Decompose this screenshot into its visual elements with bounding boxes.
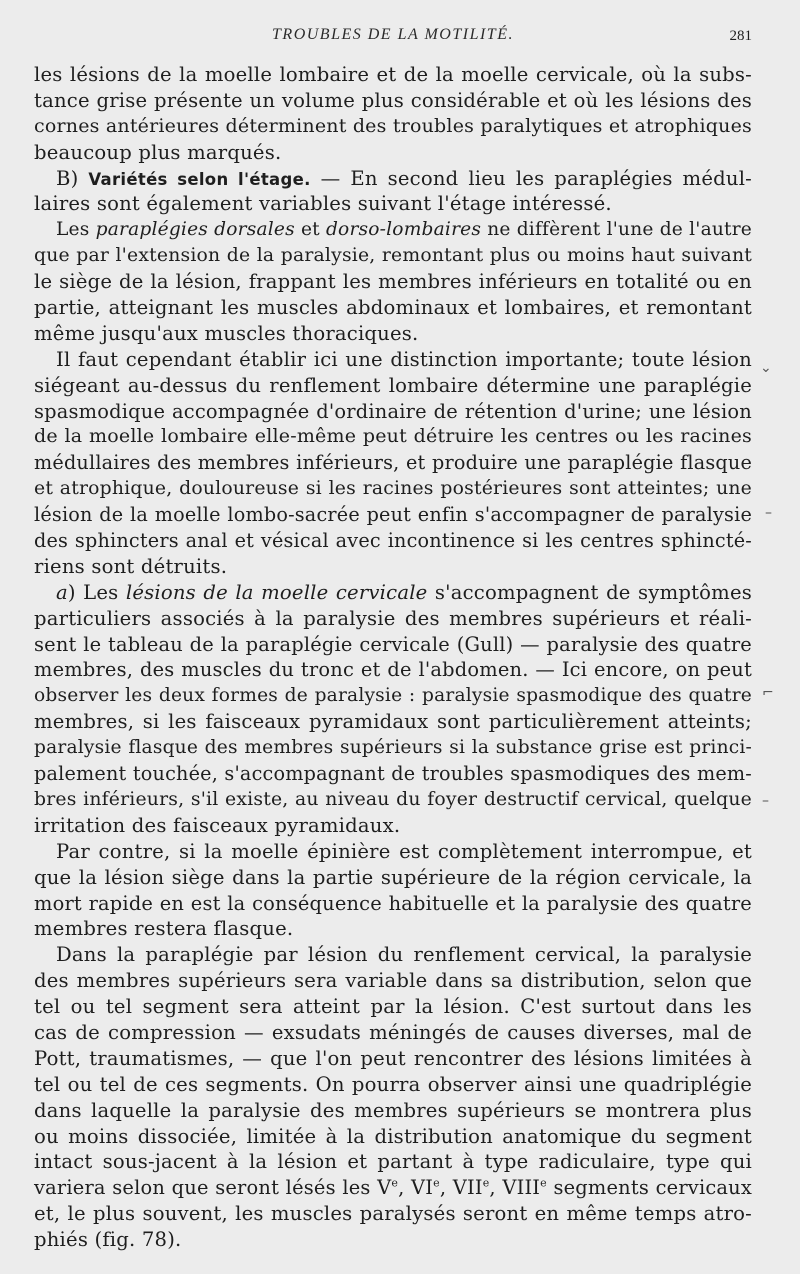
margin-mark: – — [765, 505, 772, 521]
page-header — [34, 26, 752, 50]
text-line: le siège de la lésion, frappant les membres inférieurs en totalité ou en — [34, 270, 752, 294]
text-line: siégeant au-dessus du renflement lombaire détermine une paraplégie — [34, 373, 752, 397]
text-line: paralysie flasque des membres supérieurs si la substance grise est princi- — [34, 737, 752, 759]
emphasis-text: Variétés selon l'étage. — [88, 169, 311, 189]
text-line: intact sous-jacent à la lésion et partant à type radiculaire, type qui — [34, 1150, 752, 1174]
text-line: partie, atteignant les muscles abdominaux et lombaires, et remontant — [34, 296, 752, 320]
text-segment: Les — [56, 219, 96, 241]
margin-mark: – — [762, 793, 769, 809]
text-line: que la lésion siège dans la partie supérieure de la région cervicale, la — [34, 865, 752, 889]
emphasis-text: paraplégies dorsales — [95, 219, 295, 241]
text-line: de la moelle lombaire elle-même peut détruire les centres ou les racines — [34, 425, 752, 448]
text-line: Par contre, si la moelle épinière est complètement interrompue, et — [56, 839, 752, 863]
text-line: les lésions de la moelle lombaire et de la moelle cervicale, où la subs- — [34, 63, 752, 86]
superscript: e — [433, 1176, 440, 1190]
text-line: des membres supérieurs sera variable dans sa distribution, selon que — [34, 969, 752, 993]
text-line: Dans la paraplégie par lésion du renflement cervical, la paralysie — [56, 943, 752, 967]
emphasis-text: a — [56, 580, 68, 604]
text-line: laires sont également variables suivant l'étage intéressé. — [34, 192, 612, 216]
text-segment: ) Les — [67, 580, 126, 604]
text-line — [34, 217, 752, 243]
text-line: Il faut cependant établir ici une distinction importante; toute lésion — [56, 347, 752, 371]
text-line: phiés (fig. 78). — [34, 1228, 182, 1252]
text-line: bres inférieurs, s'il existe, au niveau du foyer destructif cervical, quelque — [34, 788, 752, 810]
margin-mark: ⌐ — [762, 685, 774, 701]
text-line — [34, 1175, 752, 1201]
text-line: membres restera flasque. — [34, 917, 294, 941]
text-segment: , VIII — [489, 1176, 541, 1200]
text-line: tance grise présente un volume plus considérable et où les lésions des — [34, 88, 752, 112]
text-line: lésion de la moelle lombo-sacrée peut enfin s'accompagner de paralysie — [34, 503, 752, 527]
superscript: e — [540, 1176, 547, 1190]
text-segment: — En second lieu les paraplégies médul- — [310, 166, 752, 190]
superscript: e — [391, 1176, 399, 1190]
text-line: que par l'extension de la paralysie, remontant plus ou moins haut suivant — [34, 245, 752, 267]
text-segment: s'accompagnent de symptômes — [427, 580, 752, 604]
superscript: e — [482, 1176, 490, 1190]
text-line: spasmodique accompagnée d'ordinaire de rétention d'urine; une lésion — [34, 399, 752, 423]
text-line: particuliers associés à la paralysie des membres supérieurs et réali- — [34, 606, 752, 630]
text-segment: , VI — [398, 1176, 434, 1200]
text-segment: segments cervicaux — [546, 1176, 753, 1200]
text-line: membres, des muscles du tronc et de l'abdomen. — Ici encore, on peut — [34, 658, 752, 682]
emphasis-text: lésions de la moelle cervicale — [125, 580, 428, 604]
text-line: et atrophique, douloureuse si les racines postérieures sont atteintes; une — [34, 478, 752, 500]
page-number: 281 — [729, 28, 752, 44]
text-line: palement touchée, s'accompagnant de troubles spasmodiques des mem- — [34, 762, 752, 786]
text-line: cornes antérieures déterminent des troubles paralytiques et atrophiques — [34, 114, 752, 137]
text-line: et, le plus souvent, les muscles paralysés seront en même temps atro- — [34, 1202, 752, 1226]
text-line: Pott, traumatismes, — que l'on peut rencontrer des lésions limitées à — [34, 1046, 752, 1070]
text-line: même jusqu'aux muscles thoraciques. — [34, 321, 419, 345]
text-segment: , VII — [439, 1176, 483, 1200]
text-line: dans laquelle la paralysie des membres supérieurs se montrera plus — [34, 1098, 752, 1122]
text-line: cas de compression — exsudats méningés de causes diverses, mal de — [34, 1020, 752, 1044]
text-segment: variera selon que seront lésés les V — [34, 1176, 392, 1200]
text-line: riens sont détruits. — [34, 554, 228, 578]
text-line: mort rapide en est la conséquence habituelle et la paralysie des quatre — [34, 891, 752, 915]
text-line — [34, 580, 752, 606]
text-line: médullaires des membres inférieurs, et produire une paraplégie flasque — [34, 451, 752, 475]
text-line: ou moins dissociée, limitée à la distribution anatomique du segment — [34, 1124, 752, 1148]
text-line: observer les deux formes de paralysie : paralysie spasmodique des quatre — [34, 685, 752, 707]
text-line: irritation des faisceaux pyramidaux. — [34, 813, 401, 837]
text-line: sent le tableau de la paraplégie cervicale (Gull) — paralysie des quatre — [34, 632, 752, 656]
margin-mark: ⌄ — [760, 360, 772, 376]
text-line: des sphincters anal et vésical avec incontinence si les centres sphincté- — [34, 529, 752, 553]
text-line: beaucoup plus marqués. — [34, 140, 282, 164]
text-line — [34, 166, 752, 192]
text-segment: B) — [56, 166, 89, 190]
body-text — [34, 62, 752, 1253]
running-title: TROUBLES DE LA MOTILITÉ. — [272, 26, 514, 43]
emphasis-text: dorso-lombaires — [325, 219, 482, 241]
text-line: tel ou tel segment sera atteint par la lésion. C'est surtout dans les — [34, 995, 752, 1019]
text-line: tel ou tel de ces segments. On pourra observer ainsi une quadriplégie — [34, 1072, 752, 1096]
text-line: membres, si les faisceaux pyramidaux sont particulièrement atteints; — [34, 710, 752, 734]
text-segment: et — [294, 219, 326, 241]
text-segment: ne diffèrent l'une de l'autre — [481, 219, 752, 241]
